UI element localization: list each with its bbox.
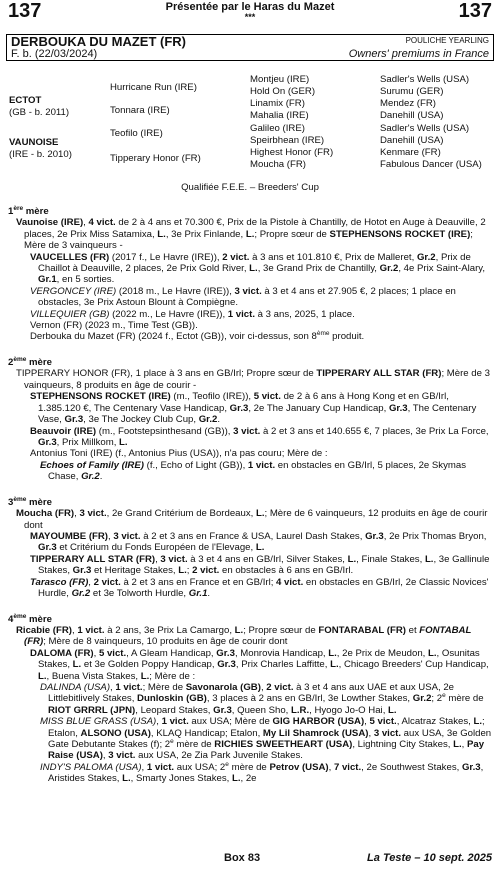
produce-indys-paloma: INDY'S PALOMA (USA), 1 vict. aux USA; 2e mère de Petrov (USA), 7 vict., 2e Southwest Stakes, Gr.3, Aristides Stakes, L., Smarty Jones Stakes, L., 2e bbox=[40, 760, 484, 785]
produce-echoes: Echoes of Family (IRE) (f., Echo of Light (GB)), 1 vict. en obstacles en GB/Irl, 5 places, 2e Skymas Chase, Gr.2. bbox=[40, 459, 467, 483]
produce-miss-blue-grass: MISS BLUE GRASS (USA), 1 vict. aux USA; Mère de GIG HARBOR (USA), 5 vict., Alcatraz Stakes, L.; Etalon, ALSONO (USA), KLAQ Handicap; Etalon, My Lil Shamrock (USA), 3 vict. aux USA, 3e Golden Gate Debutante Stakes (f); 2e mère de RICHIES SWEETHEART (USA), Lightning City Stakes, L., Pay Raise (USA), 3 vict. aux USA, 2e Zia Park Juvenile Stakes. bbox=[40, 716, 492, 762]
produce-beauvoir: Beauvoir (IRE) (m., Footstepsinthesand (GB)), 3 vict. à 2 et 3 ans et 140.655 €, 7 places, 3e Prix La Force, Gr.3, Prix Millkom, L. bbox=[30, 425, 489, 448]
produce-antonius: Antonius Toni (IRE) (f., Antonius Pius (USA)), n'a pas couru; Mère de : bbox=[30, 448, 328, 460]
section-heading-3: 3ème mère bbox=[8, 495, 52, 508]
horse-description: F. b. (22/03/2024) bbox=[11, 48, 98, 60]
pedigree-g2: Mahalia (IRE) bbox=[250, 110, 309, 121]
pedigree-g2: Montjeu (IRE) bbox=[250, 74, 310, 85]
pedigree-g1: Tonnara (IRE) bbox=[110, 105, 170, 116]
pedigree-g3: Danehill (USA) bbox=[380, 110, 444, 121]
produce-tipperary: TIPPERARY ALL STAR (FR), 3 vict. à 3 et 4 ans en GB/Irl, Silver Stakes, L., Finale Stakes, L., 3e Gallinule Stakes, Gr.3 et Heritage Stakes, L.; 2 vict. en obstacles à 6 ans en GB/Irl. bbox=[30, 553, 490, 577]
pedigree-sire: ECTOT bbox=[9, 95, 42, 106]
produce-dalinda: DALINDA (USA), 1 vict.; Mère de Savonarola (GB), 2 vict. à 3 et 4 ans aux UAE et aux USA, 2e Littlebitlively Stakes, Dunloskin (GB), 3 places à 2 ans en GB/Irl, 3e Lowther Stakes, Gr.2; 2e mère de RIOT GRRRL (JPN), Leopard Stakes, Gr.3, Queen Sho, L.R., Hyogo Jo-O Hai, L. bbox=[40, 682, 484, 716]
produce-daloma: DALOMA (FR), 5 vict., A Gleam Handicap, Gr.3, Monrovia Handicap, L., 2e Prix de Meudon, L., Osunitas Stakes, L. et 3e Golden Poppy Handicap, Gr.3, Prix Charles Laffitte, L., Chicago Breeders' Cup Handicap, L., Buena Vista Stakes, L.; Mère de : bbox=[30, 647, 489, 682]
produce-tarasco: Tarasco (FR), 2 vict. à 2 et 3 ans en France et en GB/Irl; 4 vict. en obstacles en GB/Irl, 2e Classic Novices' Hurdle, Gr.2 et 3e Tolworth Hurdle, Gr.1. bbox=[30, 576, 489, 599]
produce-mayoumbe: MAYOUMBE (FR), 3 vict. à 2 et 3 ans en France & USA, Laurel Dash Stakes, Gr.3, 2e Prix Thomas Bryon, Gr.3 et Critérium du Fonds Européen de l'Elevage, L. bbox=[30, 530, 487, 554]
box-number: Box 83 bbox=[224, 852, 261, 864]
pedigree-g1: Hurricane Run (IRE) bbox=[110, 82, 197, 93]
consignor-title: Présentée par le Haras du Mazet bbox=[165, 1, 335, 13]
catalogue-text bbox=[8, 206, 494, 785]
pedigree-g3: Sadler's Wells (USA) bbox=[380, 74, 470, 85]
fourth-dam-paragraph: Ricabie (FR), 1 vict. à 2 ans, 3e Prix La Camargo, L.; Propre sœur de FONTARABAL (FR) et FONTABAL (FR); Mère de 8 vainqueurs, 10 produits en âge de courir dont bbox=[16, 624, 472, 648]
produce-vernon: Vernon (FR) (2023 m., Time Test (GB)). bbox=[30, 320, 198, 332]
pedigree-g2: Linamix (FR) bbox=[250, 98, 305, 109]
pedigree-g3: Surumu (GER) bbox=[380, 86, 444, 97]
produce-derbouka: Derbouka du Mazet (FR) (2024 f., Ectot (GB)), voir ci-dessus, son 8ème produit. bbox=[30, 330, 365, 343]
pedigree-g2: Highest Honor (FR) bbox=[250, 147, 334, 158]
third-dam-paragraph: Moucha (FR), 3 vict., 2e Grand Critérium de Bordeaux, L.; Mère de 6 vainqueurs, 12 produits en âge de courir dont bbox=[16, 508, 488, 531]
pedigree-g3: Fabulous Dancer (USA) bbox=[380, 159, 482, 170]
section-heading-1: 1ère mère bbox=[8, 204, 49, 217]
consignor-stars: *** bbox=[244, 12, 256, 22]
produce-stephensons: STEPHENSONS ROCKET (IRE) (m., Teofilo (IRE)), 5 vict. de 2 à 6 ans à Hong Kong et en GB/Irl, 1.385.120 €, The Centenary Vase Handicap, Gr.3, 2e The January Cup Handicap, Gr.3, The Centenary Vase, Gr.3, 3e The Jockey Club Cup, Gr.2. bbox=[30, 391, 477, 426]
pedigree-g2: Hold On (GER) bbox=[250, 86, 316, 97]
pedigree-g3: Sadler's Wells (USA) bbox=[380, 123, 470, 134]
pedigree-g3: Mendez (FR) bbox=[380, 98, 436, 109]
title-box bbox=[6, 34, 494, 61]
produce-vaucelles: VAUCELLES (FR) (2017 f., Le Havre (IRE)), 2 vict. à 3 ans et 101.810 €, Prix de Malleret, Gr.2, Prix de Chaillot à Deauville, 2 places, 2e Prix Gold River, L., 3e Grand Prix de Chantilly, Gr.2, 4e Prix Saint-Alary, Gr.1, en 5 sorties. bbox=[30, 251, 486, 286]
produce-villequier: VILLEQUIER (GB) (2022 m., Le Havre (IRE)), 1 vict. à 3 ans, 2025, 1 place. bbox=[30, 308, 355, 320]
pedigree-dam: VAUNOISE bbox=[9, 137, 59, 148]
pedigree-dam-info: (IRE - b. 2010) bbox=[9, 149, 72, 160]
dam-paragraph: Vaunoise (IRE), 4 vict. de 2 à 4 ans et 70.300 €, Prix de la Pistole à Chantilly, de Hotot en Auge à Deauville, 2 places, 2e Prix Miss Satamixa, L., 3e Prix Finlande, L.; Propre sœur de STEPHENSONS ROCKET (IRE); Mère de 3 vainqueurs - bbox=[16, 217, 486, 252]
granddam-paragraph: TIPPERARY HONOR (FR), 1 place à 3 ans en GB/Irl; Propre sœur de TIPPERARY ALL STAR (FR); Mère de 3 vainqueurs, 8 produits en âge de courir - bbox=[16, 368, 490, 391]
pedigree-g2: Moucha (FR) bbox=[250, 159, 306, 170]
pedigree-g1: Tipperary Honor (FR) bbox=[110, 153, 201, 164]
section-heading-4: 4ème mère bbox=[8, 612, 52, 625]
owners-premium: Owners' premiums in France bbox=[348, 48, 489, 60]
horse-category: POULICHE YEARLING bbox=[405, 36, 489, 45]
pedigree-g2: Galileo (IRE) bbox=[250, 123, 305, 134]
produce-vergoncey: VERGONCEY (IRE) (2018 m., Le Havre (IRE)), 3 vict. à 3 et 4 ans et 27.905 €, 2 places; 1 place en obstacles, 3e Prix Astoun Blount à Compiègne. bbox=[30, 285, 456, 309]
sale-place-date: La Teste – 10 sept. 2025 bbox=[367, 852, 492, 864]
lot-number-right: 137 bbox=[458, 0, 492, 22]
horse-name: DERBOUKA DU MAZET (FR) bbox=[11, 34, 186, 49]
consignor-header bbox=[120, 1, 380, 21]
pedigree-g2: Speirbhean (IRE) bbox=[250, 135, 325, 146]
pedigree-sire-info: (GB - b. 2011) bbox=[9, 107, 70, 118]
pedigree-g1: Teofilo (IRE) bbox=[110, 128, 163, 139]
qualification-line: Qualifiée F.E.E. – Breeders' Cup bbox=[181, 182, 319, 193]
lot-number-left: 137 bbox=[8, 0, 42, 22]
pedigree-g3: Danehill (USA) bbox=[380, 135, 444, 146]
section-heading-2: 2ème mère bbox=[8, 355, 52, 369]
pedigree-g3: Kenmare (FR) bbox=[380, 147, 441, 158]
